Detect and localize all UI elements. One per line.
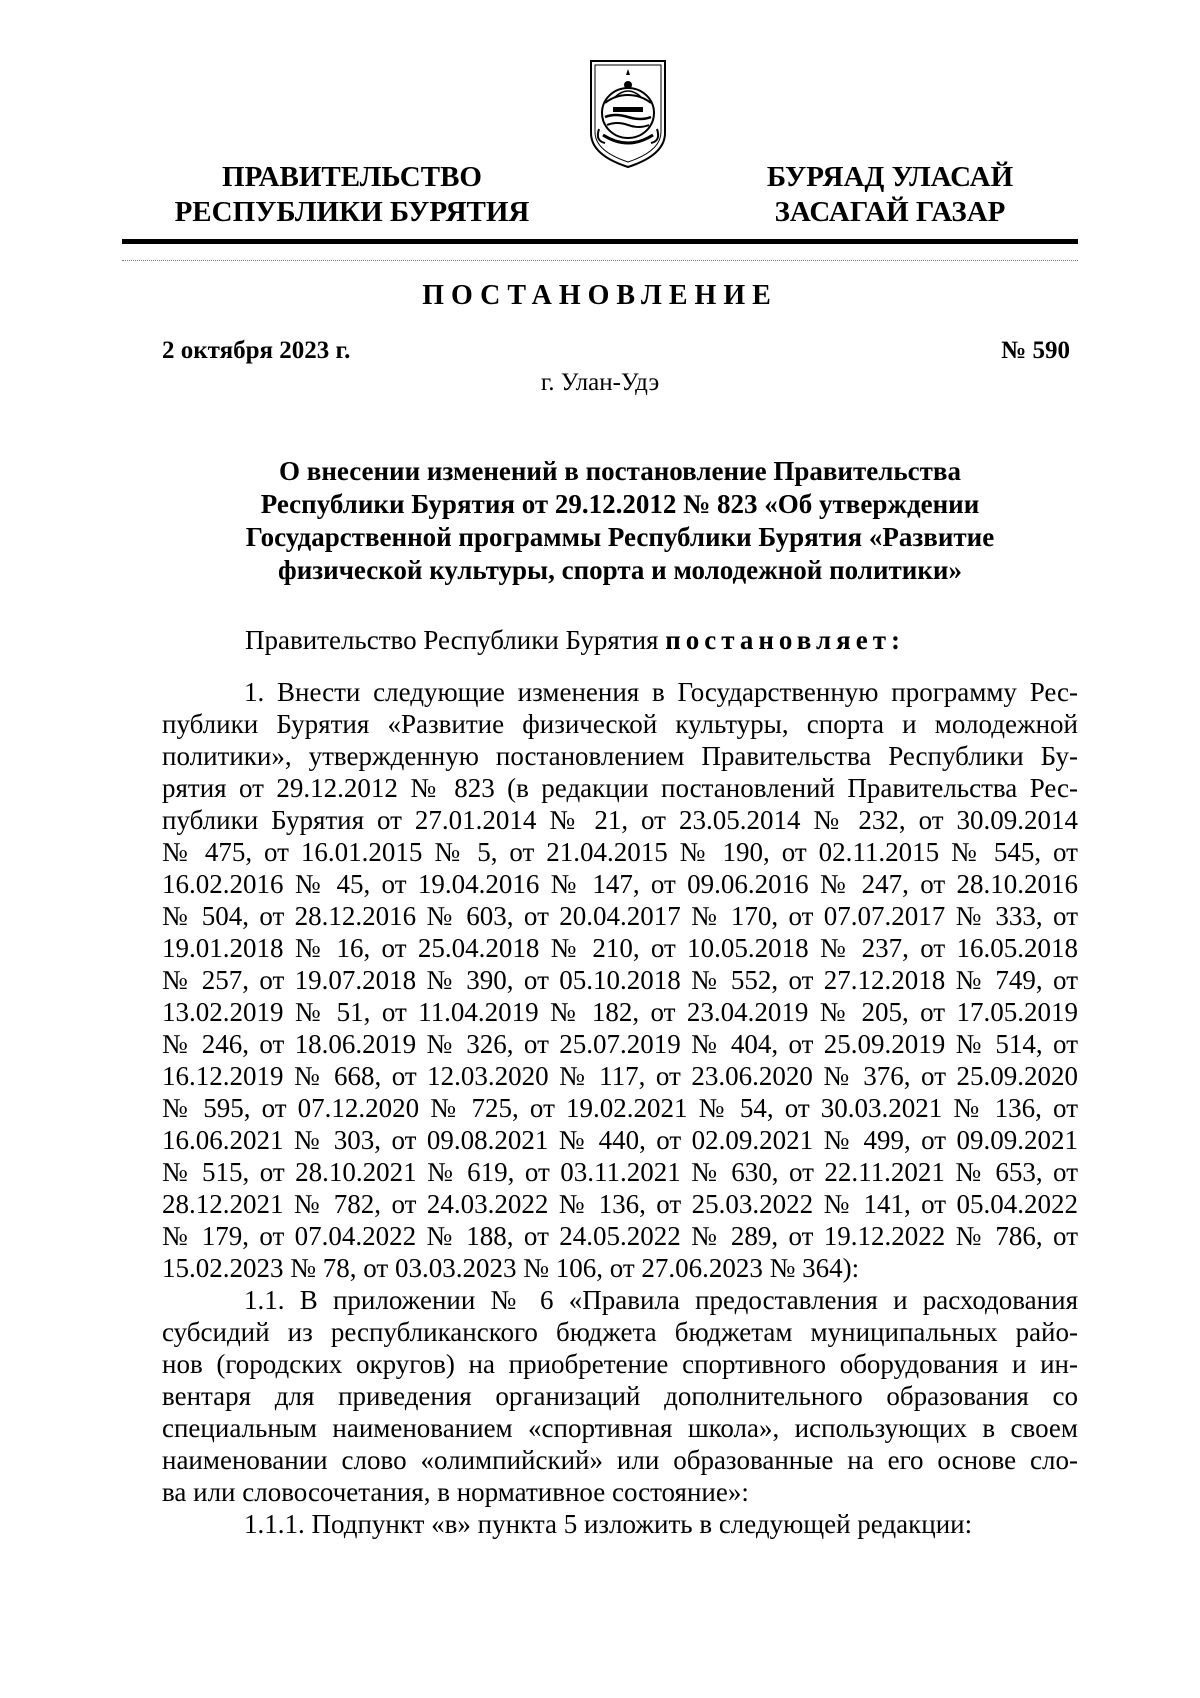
body-line: нов (городских округов) на приобретение спортивного оборудования и ин- — [162, 1349, 1078, 1379]
body-line: рятия от 29.12.2012 № 823 (в редакции постановлений Правительства Рес- — [162, 773, 1078, 803]
body-line: 15.02.2023 № 78, от 03.03.2023 № 106, от 27.06.2023 № 364): — [162, 1253, 860, 1283]
decree-statement — [245, 624, 905, 656]
decree-lead: Правительство Республики Бурятия — [245, 625, 666, 655]
header-left-line: РЕСПУБЛИКИ БУРЯТИЯ — [174, 196, 530, 228]
coat-of-arms-icon — [585, 55, 671, 171]
header-right-line: ЗАСАГАЙ ГАЗАР — [774, 196, 1006, 228]
document-type-title: ПОСТАНОВЛЕНИЕ — [422, 280, 778, 311]
body-line: публики Бурятия «Развитие физической культуры, спорта и молодежной — [162, 709, 1078, 739]
body-line: № 257, от 19.07.2018 № 390, от 05.10.2018 № 552, от 27.12.2018 № 749, от — [162, 965, 1078, 995]
body-line: 16.06.2021 № 303, от 09.08.2021 № 440, от 02.09.2021 № 499, от 09.09.2021 — [162, 1125, 1078, 1155]
header-divider — [122, 239, 1078, 244]
body-line: 19.01.2018 № 16, от 25.04.2018 № 210, от 10.05.2018 № 237, от 16.05.2018 — [162, 933, 1078, 963]
body-line: № 595, от 07.12.2020 № 725, от 19.02.2021 № 54, от 30.03.2021 № 136, от — [162, 1093, 1078, 1123]
body-line: № 475, от 16.01.2015 № 5, от 21.04.2015 № 190, от 02.11.2015 № 545, от — [162, 837, 1078, 867]
body-line: вентаря для приведения организаций дополнительного образования со — [162, 1381, 1078, 1411]
heading-line: Государственной программы Республики Бурятия «Развитие — [245, 522, 995, 552]
body-line: № 246, от 18.06.2019 № 326, от 25.07.2019 № 404, от 25.09.2019 № 514, от — [162, 1029, 1078, 1059]
body-line: 16.02.2016 № 45, от 19.04.2016 № 147, от 09.06.2016 № 247, от 28.10.2016 — [162, 869, 1078, 899]
body-line: № 515, от 28.10.2021 № 619, от 03.11.2021 № 630, от 22.11.2021 № 653, от — [162, 1157, 1078, 1187]
body-line: наименовании слово «олимпийский» или образованные на его основе сло- — [162, 1445, 1078, 1475]
body-line: 16.12.2019 № 668, от 12.03.2020 № 117, от 23.06.2020 № 376, от 25.09.2020 — [162, 1061, 1078, 1091]
heading-line: О внесении изменений в постановление Правительства — [279, 456, 961, 486]
body-line: субсидий из республиканского бюджета бюджетам муниципальных райо- — [162, 1317, 1078, 1347]
body-line: 1. Внести следующие изменения в Государственную программу Рес- — [244, 677, 1078, 707]
body-line: 13.02.2019 № 51, от 11.04.2019 № 182, от 23.04.2019 № 205, от 17.05.2019 — [162, 997, 1078, 1027]
header-divider-dotted — [122, 260, 1078, 261]
document-body — [162, 676, 1078, 1540]
government-name-ru — [162, 160, 542, 230]
body-line: 1.1.1. Подпункт «в» пункта 5 изложить в следующей редакции: — [244, 1509, 973, 1539]
header-left-line: ПРАВИТЕЛЬСТВО — [222, 161, 482, 193]
document-heading — [162, 455, 1078, 587]
body-line: № 504, от 28.12.2016 № 603, от 20.04.2017 № 170, от 07.07.2017 № 333, от — [162, 901, 1078, 931]
heading-line: физической культуры, спорта и молодежной политики» — [278, 555, 962, 585]
heading-line: Республики Бурятия от 29.12.2012 № 823 «Об утверждении — [260, 489, 980, 519]
body-line: № 179, от 07.04.2022 № 188, от 24.05.2022 № 289, от 19.12.2022 № 786, от — [162, 1221, 1078, 1251]
body-line: ва или словосочетания, в нормативное состояние»: — [162, 1477, 749, 1507]
body-line: политики», утвержденную постановлением Правительства Республики Бу- — [162, 741, 1078, 771]
government-name-bua — [730, 160, 1050, 230]
document-date: 2 октября 2023 г. — [162, 337, 351, 364]
document-city: г. Улан-Удэ — [540, 369, 660, 396]
body-line: специальным наименованием «спортивная школа», использующих в своем — [162, 1413, 1078, 1443]
body-line: 1.1. В приложении № 6 «Правила предоставления и расходования — [244, 1285, 1078, 1315]
document-number: № 590 — [1001, 337, 1070, 364]
decree-verb: постановляет: — [665, 625, 905, 655]
body-line: 28.12.2021 № 782, от 24.03.2022 № 136, от 25.03.2022 № 141, от 05.04.2022 — [162, 1189, 1078, 1219]
header-right-line: БУРЯАД УЛАСАЙ — [766, 161, 1014, 193]
body-line: публики Бурятия от 27.01.2014 № 21, от 23.05.2014 № 232, от 30.09.2014 — [162, 805, 1078, 835]
